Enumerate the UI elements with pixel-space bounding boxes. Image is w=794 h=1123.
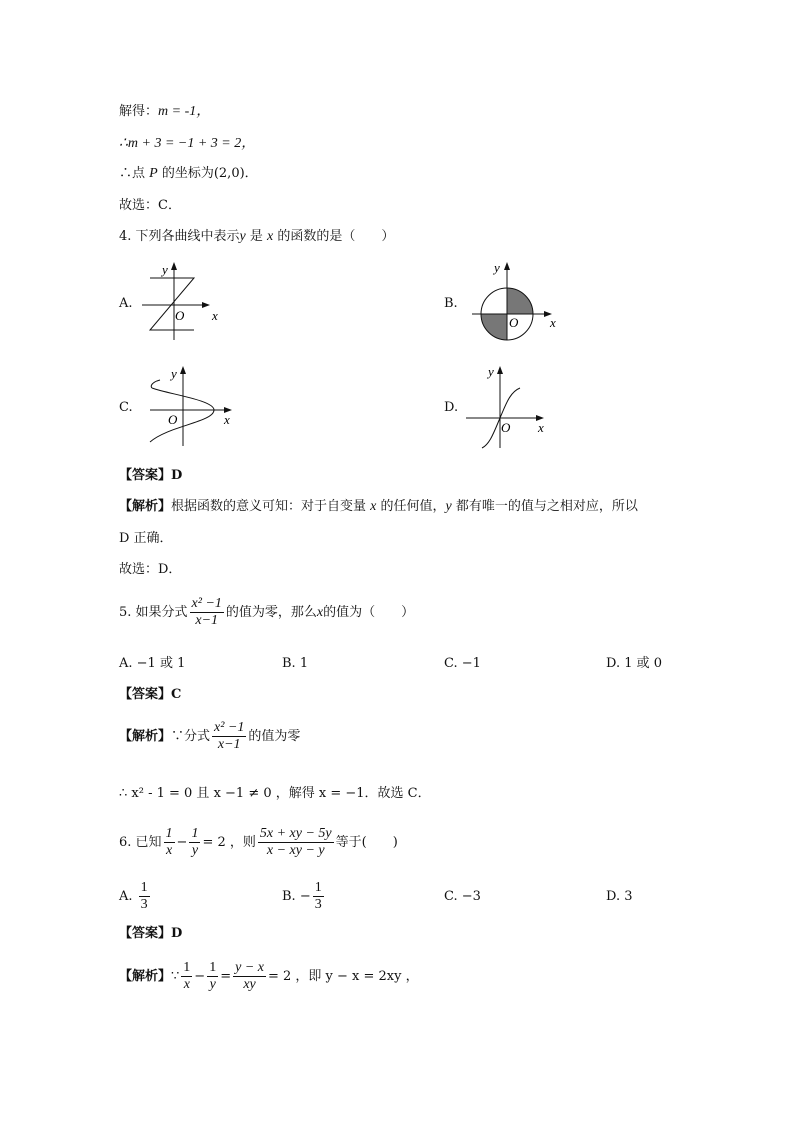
q5-option-a: A. −1 或 1 xyxy=(119,656,186,671)
y-axis-arrow xyxy=(180,366,186,374)
q6-because: ∵ xyxy=(171,969,180,984)
q4-stem-x: x xyxy=(267,229,274,244)
y-axis-arrow xyxy=(504,262,510,270)
point-p-label: P xyxy=(149,166,158,181)
q6-option-b-den: 3 xyxy=(314,897,322,912)
q6-analysis-minus: − xyxy=(194,969,206,984)
point-coordinate: (2,0) xyxy=(213,166,245,181)
q4-answer: 【答案】D xyxy=(119,468,183,483)
q5-conclusion: ∴ x² - 1 = 0 且 x −1 ≠ 0 ，解得 x = −1．故选 C． xyxy=(119,786,431,801)
q4-analysis-tag: 【解析】 xyxy=(119,499,172,514)
q4-option-c-label: C. xyxy=(119,400,133,415)
q6-analysis-f1-den: x xyxy=(181,976,192,993)
q5-stem-b: 的值为零，那么 xyxy=(225,605,317,620)
q5-option-b: B. 1 xyxy=(282,656,309,671)
q6-fraction-2-den: y xyxy=(189,842,200,859)
axis-x-label: x xyxy=(212,308,218,323)
axis-x-label: x xyxy=(224,412,230,427)
q5-stem-x: x xyxy=(316,605,324,620)
z-shaped-curve xyxy=(150,278,194,330)
origin-label: O xyxy=(501,420,511,435)
q6-fraction-1-num: 1 xyxy=(165,826,173,841)
q6-fraction-3-num: 5x + xy − 5y xyxy=(259,826,332,841)
q6-fraction-3-den: x − xy − y xyxy=(258,842,334,859)
q4-analysis-line-2: D 正确． xyxy=(119,531,173,546)
axis-x-label: x xyxy=(538,420,544,435)
prev-line-3 xyxy=(119,165,258,183)
q6-fraction-3 xyxy=(258,826,334,859)
q4-analysis xyxy=(119,498,638,516)
q4-option-d-label: D. xyxy=(444,400,459,415)
q5-fraction-denominator: x−1 xyxy=(190,612,224,629)
q5-stem-c: 的值为（ ） xyxy=(323,605,415,620)
q6-minus: − xyxy=(176,835,188,850)
axis-y-label: y xyxy=(162,262,168,277)
q6-fraction-2 xyxy=(189,826,200,859)
q4-analysis-c: 都有唯一的值与之相对应，所以 xyxy=(451,499,638,514)
q6-analysis-f3-den: xy xyxy=(233,976,266,993)
q6-option-a-num: 1 xyxy=(140,880,148,895)
q4-option-b-label: B. xyxy=(444,296,458,311)
prev-choose: 故选：C． xyxy=(119,198,181,213)
q6-analysis xyxy=(119,960,419,993)
q5-fraction xyxy=(190,596,224,629)
q5-analysis-fraction xyxy=(212,720,246,753)
q6-analysis-f3-num: y − x xyxy=(235,960,264,975)
q6-option-a-fraction xyxy=(139,880,150,913)
axis-y-label: y xyxy=(171,366,177,381)
axis-y-label: y xyxy=(488,364,494,379)
x-axis-arrow xyxy=(202,302,210,308)
sideways-curve xyxy=(150,388,214,442)
q4-stem-a: 4. 下列各曲线中表示 xyxy=(119,229,240,244)
q6-analysis-f2-num: 1 xyxy=(209,960,217,975)
axis-y-label: y xyxy=(494,260,500,275)
q6-analysis-fraction-3 xyxy=(233,960,266,993)
q4-stem xyxy=(119,228,394,246)
q5-analysis-a: ∵分式 xyxy=(171,729,211,744)
prev-line-3-mid: 的坐标为 xyxy=(157,166,214,181)
prev-line-3-prefix: ∴点 xyxy=(119,166,150,181)
origin-label: O xyxy=(168,412,178,427)
q5-option-d: D. 1 或 0 xyxy=(606,656,663,671)
q6-option-a-label: A. xyxy=(119,889,133,904)
prev-line-1 xyxy=(119,103,210,121)
q6-option-b-label: B. − xyxy=(282,889,311,904)
q4-analysis-x: x xyxy=(370,499,377,514)
q6-fraction-2-num: 1 xyxy=(191,826,199,841)
q6-option-b xyxy=(282,880,326,913)
q6-option-a xyxy=(119,880,152,913)
q4-analysis-b: 的任何值， xyxy=(376,499,446,514)
q4-option-a-label: A. xyxy=(119,296,133,311)
q6-analysis-fraction-1 xyxy=(181,960,192,993)
prev-line-3-end: ． xyxy=(244,166,258,181)
q5-analysis-fraction-denominator: x−1 xyxy=(212,736,246,753)
y-axis-arrow xyxy=(171,262,177,270)
q5-fraction-numerator: x² −1 xyxy=(191,596,222,611)
q6-option-c: C. −3 xyxy=(444,889,481,904)
q4-analysis-y: y xyxy=(445,499,452,514)
origin-label: O xyxy=(175,308,185,323)
q6-stem-b: 等于( ) xyxy=(335,835,398,850)
q4-figure-d xyxy=(462,360,562,459)
q5-option-c: C. −1 xyxy=(444,656,481,671)
q5-analysis-b: 的值为零 xyxy=(248,729,301,744)
q5-stem-a: 5. 如果分式 xyxy=(119,605,188,620)
origin-label: O xyxy=(509,315,519,330)
q4-stem-y: y xyxy=(239,229,246,244)
q4-stem-c: 的函数的是（ ） xyxy=(273,229,395,244)
q6-option-b-fraction xyxy=(313,880,324,913)
prev-line-2 xyxy=(119,135,255,153)
q5-answer: 【答案】C xyxy=(119,687,182,702)
y-axis-arrow xyxy=(497,366,503,374)
prev-line-1-math: m = -1， xyxy=(158,104,211,119)
prev-line-2-math: ∴m + 3 = −1 + 3 = 2， xyxy=(119,136,256,151)
q6-stem xyxy=(119,826,398,859)
q5-stem xyxy=(119,596,414,629)
q4-figure-a xyxy=(138,258,228,352)
q4-choose: 故选：D． xyxy=(119,562,182,577)
q6-fraction-1-den: x xyxy=(164,842,175,859)
q5-analysis-fraction-numerator: x² −1 xyxy=(214,720,245,735)
q4-stem-b: 是 xyxy=(245,229,268,244)
q5-analysis xyxy=(119,720,300,753)
q6-option-d: D. 3 xyxy=(606,889,633,904)
q6-analysis-fraction-2 xyxy=(207,960,218,993)
prev-line-1-prefix: 解得： xyxy=(119,104,159,119)
q5-analysis-tag: 【解析】 xyxy=(119,729,172,744)
q6-analysis-tag: 【解析】 xyxy=(119,969,172,984)
q6-answer: 【答案】D xyxy=(119,926,183,941)
q6-analysis-f1-num: 1 xyxy=(183,960,191,975)
q4-figure-b xyxy=(470,256,565,350)
q6-option-b-num: 1 xyxy=(314,880,322,895)
q4-figure-c xyxy=(138,362,238,456)
sideways-curve-tail xyxy=(151,380,160,388)
q6-option-a-den: 3 xyxy=(140,897,148,912)
q6-eq2: = 2 ，则 xyxy=(202,835,256,850)
q4-analysis-a: 根据函数的意义可知：对于自变量 xyxy=(171,499,371,514)
q6-analysis-equals: = xyxy=(220,969,232,984)
q6-analysis-f2-den: y xyxy=(207,976,218,993)
axis-x-label: x xyxy=(550,315,556,330)
q6-stem-a: 6. 已知 xyxy=(119,835,162,850)
q6-analysis-tail: = 2 ，即 y − x = 2xy ， xyxy=(267,969,419,984)
q6-fraction-1 xyxy=(164,826,175,859)
